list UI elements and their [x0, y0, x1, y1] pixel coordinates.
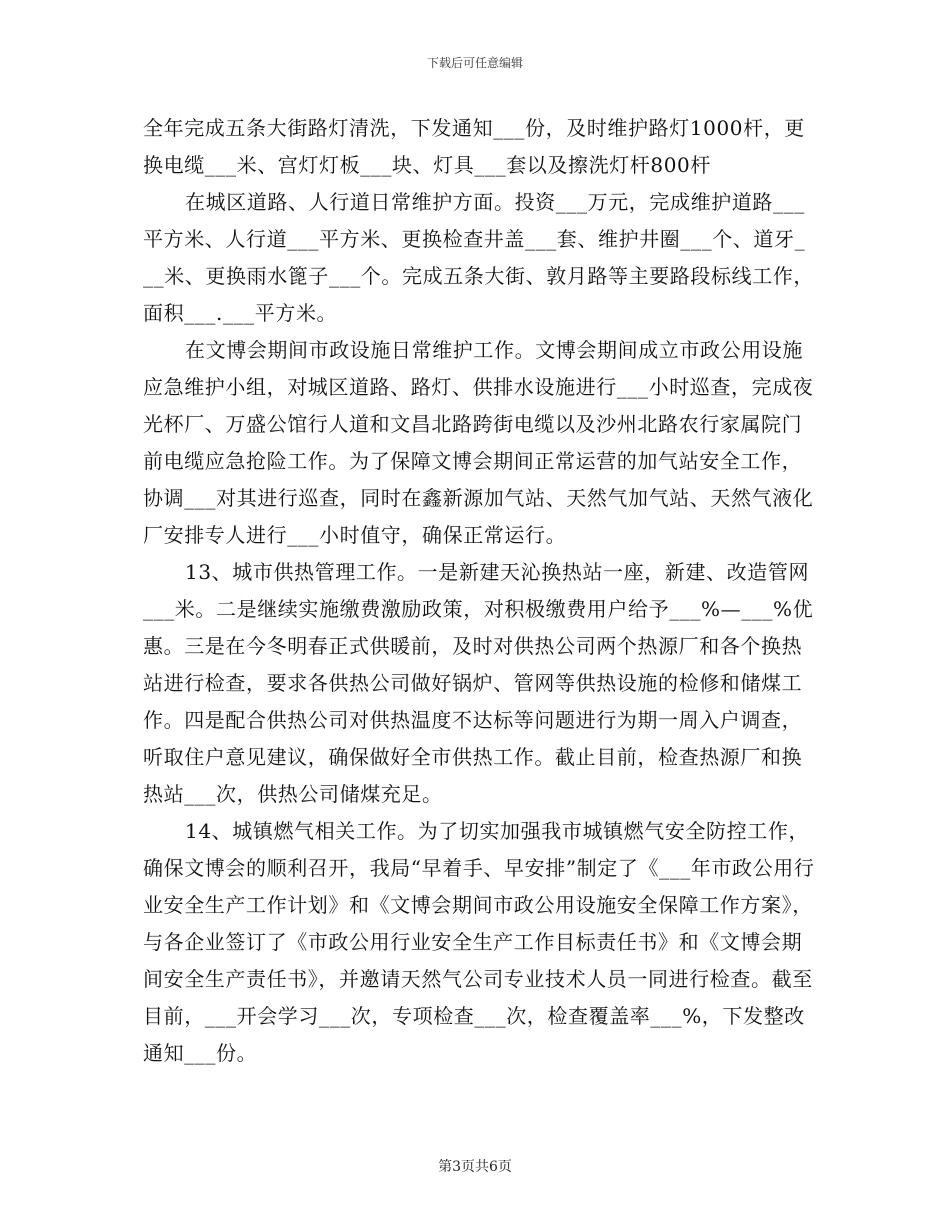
paragraph-gas-safety: 14、城镇燃气相关工作。为了切实加强我市城镇燃气安全防控工作，确保文博会的顺利召开，我局“早着手、早安排”制定了《___年市政公用行业安全生产工作计划》和《文博会期间市政公用设施安全保障工作方案》，与各企业签订了《市政公用行业安全生产工作目标责任书》和《文博会期间安全生产责任书》，并邀请天然气公司专业技术人员一同进行检查。截至目前，___开会学习___次，专项检查___次，检查覆盖率___%，下发整改通知___份。 — [143, 819, 815, 1065]
paragraph-heating-management: 13、城市供热管理工作。一是新建天沁换热站一座，新建、改造管网___米。二是继续实施缴费激励政策，对积极缴费用户给予___%—___%优惠。三是在今冬明春正式供暖前，及时对供热公司两个热源厂和各个换热站进行检查，要求各供热公司做好锅炉、管网等供热设施的检修和储煤工作。四是配合供热公司对供热温度不达标等问题进行为期一周入户调查，听取住户意见建议，确保做好全市供热工作。截止目前，检查热源厂和换热站___次，供热公司储煤充足。 — [143, 560, 814, 806]
page-number-footer: 第3页共6页 — [438, 1159, 512, 1175]
paragraph-road-maintenance: 在城区道路、人行道日常维护方面。投资___万元，完成维护道路___平方米、人行道___平方米、更换检查井盖___套、维护井圈___个、道牙___米、更换雨水篦子___个。完成五条大街、敦月路等主要路段标线工作，面积___.___平方米。 — [143, 190, 814, 325]
document-body — [143, 110, 815, 1072]
paragraph-expo-facility-maintenance: 在文博会期间市政设施日常维护工作。文博会期间成立市政公用设施应急维护小组，对城区道路、路灯、供排水设施进行___小时巡查，完成夜光杯厂、万盛公馆行人道和文昌北路跨街电缆以及沙州北路农行家属院门前电缆应急抢险工作。为了保障文博会期间正常运营的加气站安全工作，协调___对其进行巡查，同时在鑫新源加气站、天然气加气站、天然气液化厂安排专人进行___小时值守，确保正常运行。 — [143, 338, 814, 547]
paragraph-streetlight-maintenance: 全年完成五条大街路灯清洗，下发通知___份，及时维护路灯1000杆，更换电缆___米、宫灯灯板___块、灯具___套以及擦洗灯杆800杆 — [143, 116, 805, 177]
page-header-note: 下载后可任意编辑 — [426, 56, 523, 70]
